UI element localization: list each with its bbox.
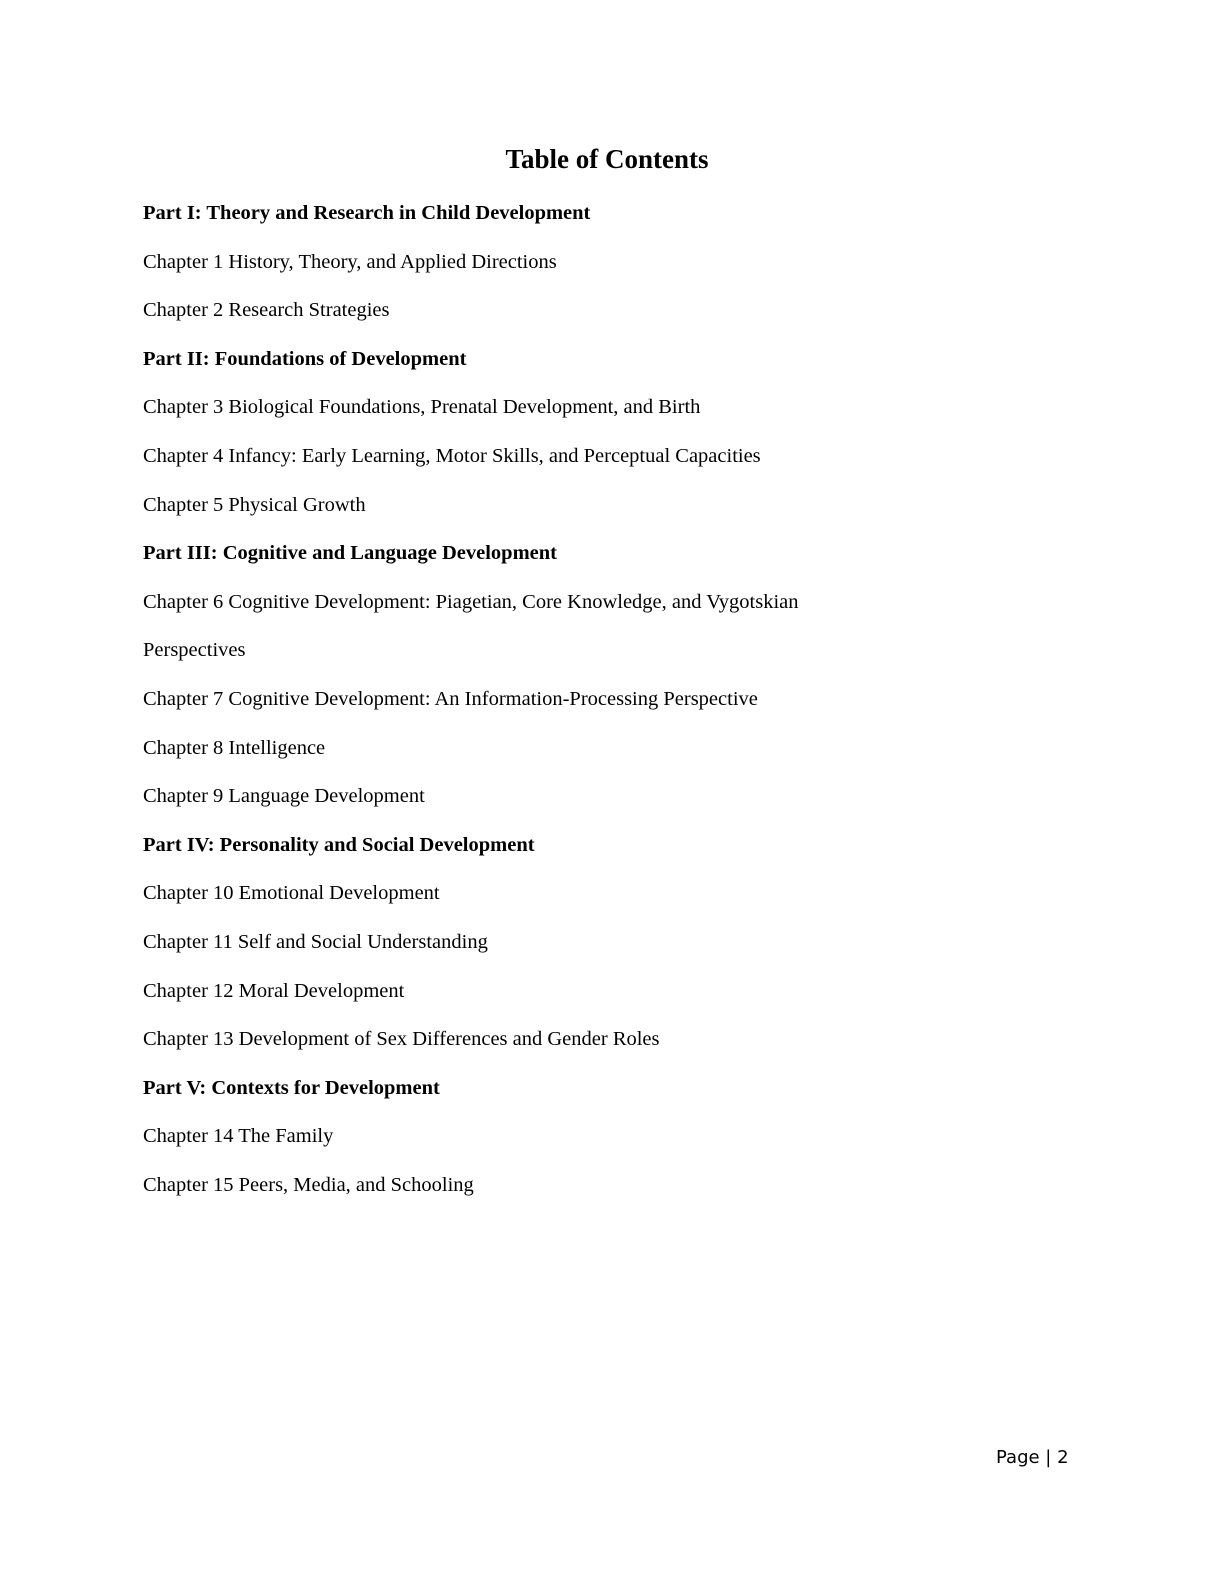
toc-chapter-entry: Chapter 7 Cognitive Development: An Information-Processing Perspective	[143, 687, 758, 710]
toc-chapter-entry: Chapter 5 Physical Growth	[143, 493, 366, 516]
toc-chapter-entry-continuation: Perspectives	[143, 639, 246, 662]
toc-part-heading: Part II: Foundations of Development	[143, 347, 467, 370]
toc-chapter-entry: Chapter 8 Intelligence	[143, 736, 326, 759]
toc-chapter-entry: Chapter 10 Emotional Development	[143, 882, 440, 905]
toc-chapter-entry: Chapter 11 Self and Social Understanding	[143, 930, 488, 953]
toc-part-heading: Part I: Theory and Research in Child Development	[143, 202, 591, 224]
table-of-contents	[143, 200, 903, 1220]
page-number-footer: Page | 2	[996, 1447, 1069, 1468]
toc-chapter-entry: Chapter 13 Development of Sex Differences and Gender Roles	[143, 1028, 660, 1051]
toc-part-heading: Part IV: Personality and Social Development	[143, 833, 535, 856]
toc-chapter-entry: Chapter 4 Infancy: Early Learning, Motor Skills, and Perceptual Capacities	[143, 444, 761, 467]
toc-chapter-entry: Chapter 2 Research Strategies	[143, 299, 390, 322]
toc-chapter-entry: Chapter 6 Cognitive Development: Piagetian, Core Knowledge, and Vygotskian	[143, 590, 799, 613]
toc-chapter-entry: Chapter 15 Peers, Media, and Schooling	[143, 1173, 474, 1196]
toc-part-heading: Part V: Contexts for Development	[143, 1076, 440, 1099]
toc-chapter-entry: Chapter 1 History, Theory, and Applied Directions	[143, 250, 557, 273]
toc-part-heading: Part III: Cognitive and Language Development	[143, 542, 557, 565]
toc-chapter-entry: Chapter 12 Moral Development	[143, 979, 405, 1002]
toc-chapter-entry: Chapter 3 Biological Foundations, Prenatal Development, and Birth	[143, 396, 701, 419]
toc-chapter-entry: Chapter 14 The Family	[143, 1125, 334, 1148]
page-title: Table of Contents	[505, 144, 709, 174]
toc-chapter-entry: Chapter 9 Language Development	[143, 785, 425, 808]
